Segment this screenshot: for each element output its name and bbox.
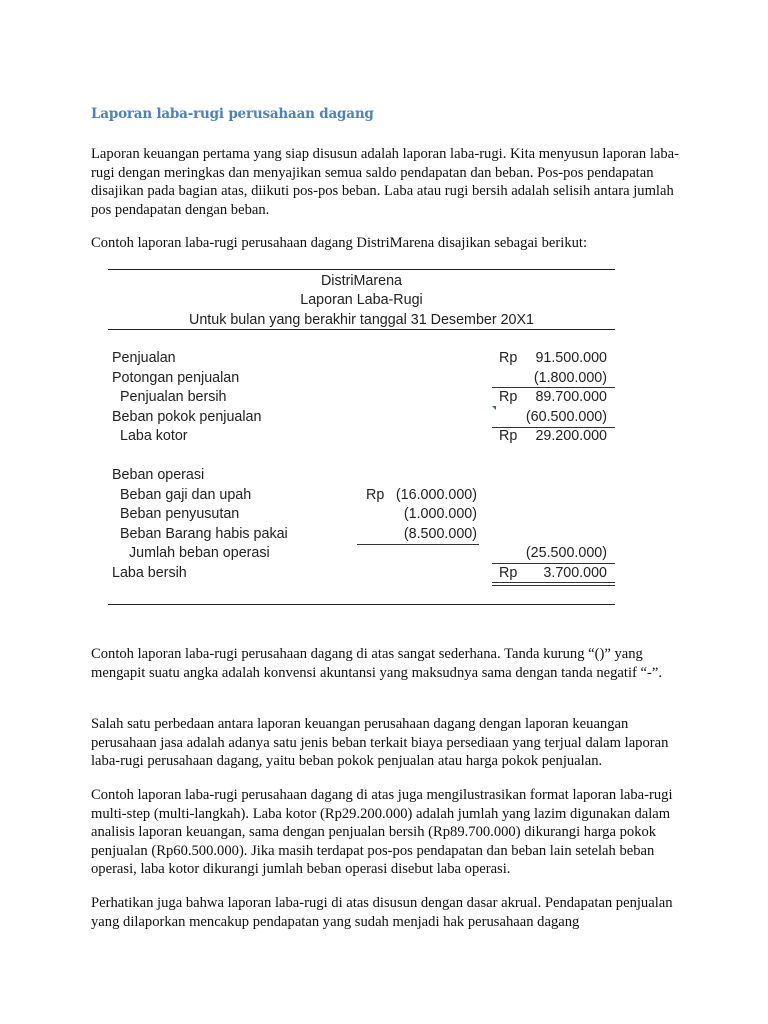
row-amount: (60.500.000) — [525, 408, 607, 425]
paragraph-example-lead: Contoh laporan laba-rugi perusahaan dagang DistriMarena disajikan sebagai berikut: — [91, 235, 588, 251]
table-row — [108, 487, 615, 507]
table-row — [108, 545, 615, 565]
row-currency: Rp — [499, 350, 518, 366]
row-currency: Rp — [499, 389, 518, 405]
table-row — [108, 467, 615, 487]
row-label: Potongan penjualan — [112, 369, 240, 386]
table-row — [108, 526, 615, 546]
row-amount: (1.000.000) — [403, 506, 477, 522]
row-amount: (1.800.000) — [533, 369, 607, 386]
row-amount: 89.700.000 — [535, 389, 607, 405]
row-amount: (8.500.000) — [403, 525, 477, 542]
section-heading: Laporan laba-rugi perusahaan dagang — [91, 106, 374, 122]
paragraph-multistep: Contoh laporan laba-rugi perusahaan dagang di atas juga mengilustrasikan format laporan laba-rugi multi-step (multi-langkah). Laba kotor (Rp29.200.000) adalah jumlah yang lazim digunakan dalam analisis laporan keuangan, sama dengan penjualan bersih (Rp89.700.000) dikurangi harga pokok penjualan (Rp60.500.000). Jika masih terdapat pos-pos pendapatan dan beban lain setelah beban operasi, laba kotor dikurangi jumlah beban operasi disebut laba operasi. — [91, 787, 673, 878]
row-label: Beban penyusutan — [120, 506, 240, 522]
row-label: Beban Barang habis pakai — [120, 525, 288, 542]
row-currency: Rp — [366, 486, 385, 503]
row-label: Laba kotor — [120, 428, 188, 444]
row-label: Beban pokok penjualan — [112, 408, 262, 425]
table-row — [108, 389, 615, 409]
row-amount: 3.700.000 — [543, 564, 607, 581]
row-amount: (25.500.000) — [525, 545, 607, 561]
table-top-rule — [108, 269, 615, 270]
paragraph-difference: Salah satu perbedaan antara laporan keuangan perusahaan dagang dengan laporan keuangan perusahaan jasa adalah adanya satu jenis beban terkait biaya persediaan yang terjual dalam laporan laba-rugi perusahaan dagang, yaitu beban pokok penjualan atau harga pokok penjualan. — [91, 716, 669, 770]
row-label: Jumlah beban operasi — [129, 545, 270, 561]
row-amount: 29.200.000 — [535, 428, 607, 444]
paragraph-accrual: Perhatikan juga bahwa laporan laba-rugi di atas disusun dengan dasar akrual. Pendapatan penjualan yang dilaporkan mencakup pendapatan yang sudah menjadi hak perusahaan dagang — [91, 895, 673, 930]
row-currency: Rp — [499, 428, 518, 444]
table-row — [108, 409, 615, 429]
row-amount: (16.000.000) — [395, 486, 477, 503]
table-row — [108, 350, 615, 370]
statement-period: Untuk bulan yang berakhir tanggal 31 Desember 20X1 — [189, 312, 534, 328]
paragraph-parentheses: Contoh laporan laba-rugi perusahaan dagang di atas sangat sederhana. Tanda kurung “()” yang mengapit suatu angka adalah konvensi akuntansi yang maksudnya sama dengan tanda negatif “-”. — [91, 646, 662, 681]
row-amount: 91.500.000 — [535, 350, 607, 366]
row-label: Penjualan bersih — [120, 389, 227, 405]
row-label: Laba bersih — [112, 564, 187, 581]
paragraph-intro: Laporan keuangan pertama yang siap disusun adalah laporan laba-rugi. Kita menyusun laporan laba-rugi dengan meringkas dan menyajikan semua saldo pendapatan dan beban. Pos-pos pendapatan disajikan pada bagian atas, diikuti pos-pos beban. Laba atau rugi bersih adalah selisih antara jumlah pos pendapatan dengan beban. — [91, 146, 679, 218]
table-bottom-rule — [108, 604, 615, 605]
row-label: Beban gaji dan upah — [120, 486, 252, 503]
statement-title: Laporan Laba-Rugi — [300, 292, 423, 308]
table-row — [108, 506, 615, 526]
statement-company: DistriMarena — [320, 273, 403, 289]
header-bottom-rule — [108, 329, 615, 330]
table-row — [108, 428, 615, 448]
row-label: Beban operasi — [112, 467, 205, 483]
row-label: Penjualan — [112, 350, 176, 366]
subtotal-rule — [492, 387, 615, 388]
total-double-rule — [492, 582, 615, 586]
row-currency: Rp — [499, 564, 518, 581]
cell-comment-marker-icon — [492, 406, 496, 410]
income-statement — [108, 268, 615, 608]
